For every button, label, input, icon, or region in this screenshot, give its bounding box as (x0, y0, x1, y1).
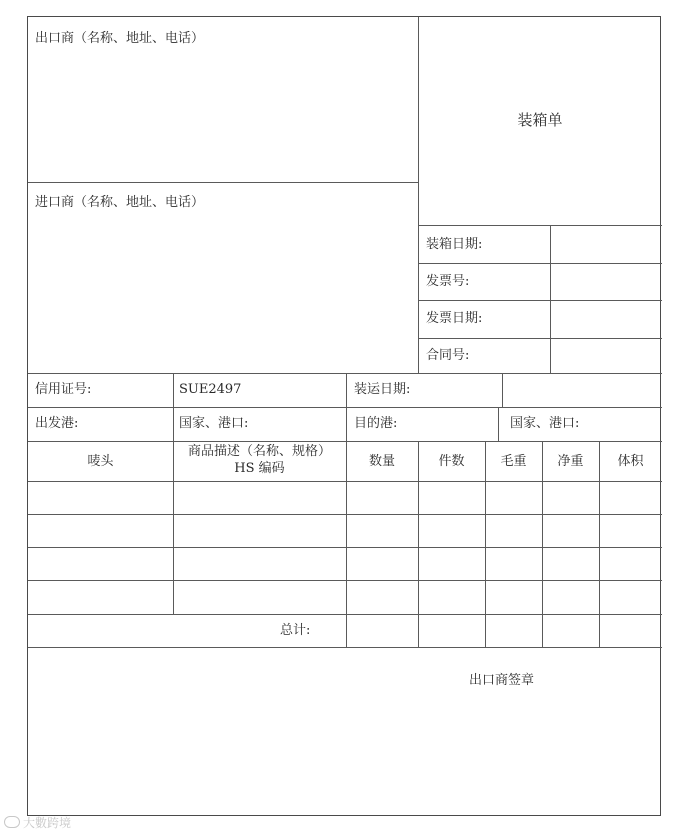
watermark (4, 814, 71, 831)
document-title: 装箱单 (517, 111, 563, 129)
table-col-divider-gross (542, 441, 543, 647)
destination-port-label: 目的港: (354, 416, 398, 431)
header-marks: 唛头 (87, 454, 114, 469)
lc-col-divider-1 (173, 373, 174, 441)
header-volume: 体积 (617, 454, 644, 469)
shipment-date-value-divider (502, 373, 503, 407)
packing-list-form (27, 16, 661, 816)
table-row-divider (28, 580, 662, 581)
invoice-date-row-divider (418, 338, 662, 339)
lc-no-label: 信用证号: (35, 382, 92, 397)
departure-port-label: 出发港: (35, 416, 79, 431)
lc-col-divider-2 (346, 373, 347, 441)
table-row-divider (28, 614, 662, 615)
table-col-divider-description (346, 441, 347, 647)
invoice-no-row-divider (418, 300, 662, 301)
shipment-date-label: 装运日期: (354, 382, 411, 397)
exporter-signature-label: 出口商签章 (469, 673, 535, 688)
header-description: 商品描述（名称、规格） (187, 444, 331, 459)
packing-date-label: 装箱日期: (426, 237, 483, 252)
contract-no-label: 合同号: (426, 348, 470, 363)
table-col-divider-packages (485, 441, 486, 647)
table-col-divider-net (599, 441, 600, 647)
table-header-bottom (28, 481, 662, 482)
upper-section-divider (418, 17, 419, 373)
country-port-label: 国家、港口: (510, 416, 580, 431)
header-packages: 件数 (438, 454, 465, 469)
port-row-divider (28, 441, 662, 442)
packing-date-row-divider (418, 263, 662, 264)
total-label: 总计: (280, 623, 311, 638)
exporter-importer-divider (28, 182, 418, 183)
table-row-divider (28, 514, 662, 515)
table-col-divider-quantity (418, 441, 419, 647)
invoice-date-label: 发票日期: (426, 311, 483, 326)
country-port-label: 国家、港口: (179, 416, 249, 431)
lc-no-value: SUE2497 (179, 382, 242, 397)
lc-row-divider (28, 407, 662, 408)
info-value-divider (550, 225, 551, 373)
header-hs-code: HS 编码 (234, 461, 285, 476)
table-row-divider (28, 547, 662, 548)
header-gross-weight: 毛重 (500, 454, 527, 469)
upper-section-bottom (28, 373, 662, 374)
invoice-no-label: 发票号: (426, 274, 470, 289)
watermark-logo-icon (4, 816, 20, 828)
exporter-label: 出口商（名称、地址、电话） (35, 31, 205, 46)
header-net-weight: 净重 (557, 454, 584, 469)
header-quantity: 数量 (368, 454, 395, 469)
watermark-text: 大數跨境 (23, 816, 72, 830)
importer-label: 进口商（名称、地址、电话） (35, 195, 205, 210)
title-box-bottom (418, 225, 662, 226)
total-row-bottom (28, 647, 662, 648)
destination-divider (498, 407, 499, 441)
